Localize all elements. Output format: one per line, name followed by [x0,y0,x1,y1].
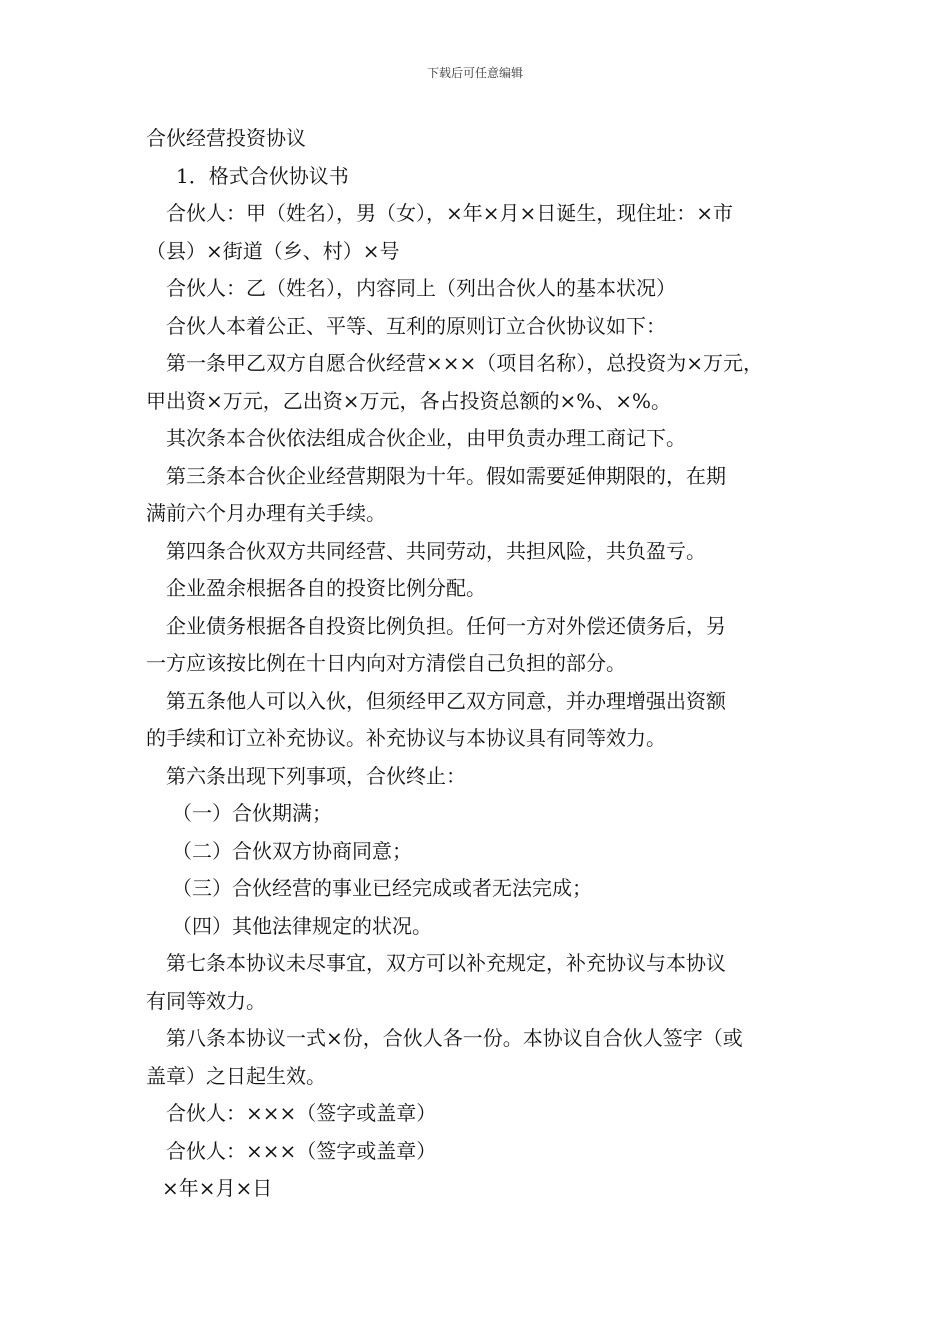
signature-line: 合伙人：×××（签字或盖章） [166,1138,437,1163]
list-item: （四）其他法律规定的状况。 [172,913,432,938]
paragraph-line: 的手续和订立补充协议。补充协议与本协议具有同等效力。 [146,726,666,750]
paragraph-line: （县）×街道（乡、村）×号 [146,238,400,263]
document-title: 合伙经营投资协议 [146,126,306,150]
paragraph-line: 企业债务根据各自投资比例负担。任何一方对外偿还债务后，另 [166,613,726,638]
paragraph-line: 甲出资×万元，乙出资×万元，各占投资总额的×%、×%。 [146,388,672,413]
date-line: ×年×月×日 [162,1176,273,1200]
signature-line: 合伙人：×××（签字或盖章） [166,1101,437,1125]
paragraph-line: 满前六个月办理有关手续。 [146,501,386,525]
section-heading: 1．格式合伙协议书 [176,163,349,188]
paragraph-line: 第六条出现下列事项，合伙终止： [166,763,466,788]
paragraph-line: 合伙人：乙（姓名），内容同上（列出合伙人的基本状况） [166,276,676,300]
paragraph-line: 盖章）之日起生效。 [146,1063,326,1088]
paragraph-line: 第一条甲乙双方自愿合伙经营×××（项目名称），总投资为×万元， [166,351,764,375]
paragraph-line: 一方应该按比例在十日内向对方清偿自己负担的部分。 [146,651,626,675]
paragraph-line: 企业盈余根据各自的投资比例分配。 [166,576,486,600]
list-item: （二）合伙双方协商同意； [172,838,412,863]
paragraph-line: 有同等效力。 [146,988,266,1013]
paragraph-line: 合伙人：甲（姓名），男（女），×年×月×日诞生，现住址：×市 [166,201,734,225]
document-body [146,120,826,1208]
paragraph-line: 第八条本协议一式×份，合伙人各一份。本协议自合伙人签字（或 [166,1026,743,1050]
paragraph-line: 第五条他人可以入伙，但须经甲乙双方同意，并办理增强出资额 [166,688,726,713]
page-header: 下载后可任意编辑 [426,66,523,80]
paragraph-line: 合伙人本着公正、平等、互利的原则订立合伙协议如下： [166,313,666,338]
list-item: （一）合伙期满； [172,801,332,825]
list-item: （三）合伙经营的事业已经完成或者无法完成； [172,876,592,900]
paragraph-line: 第七条本协议未尽事宜，双方可以补充规定，补充协议与本协议 [166,951,726,975]
paragraph-line: 第四条合伙双方共同经营、共同劳动，共担风险，共负盈亏。 [166,538,706,563]
paragraph-line: 第三条本合伙企业经营期限为十年。假如需要延伸期限的，在期 [166,463,726,488]
paragraph-line: 其次条本合伙依法组成合伙企业，由甲负责办理工商记下。 [166,426,686,450]
